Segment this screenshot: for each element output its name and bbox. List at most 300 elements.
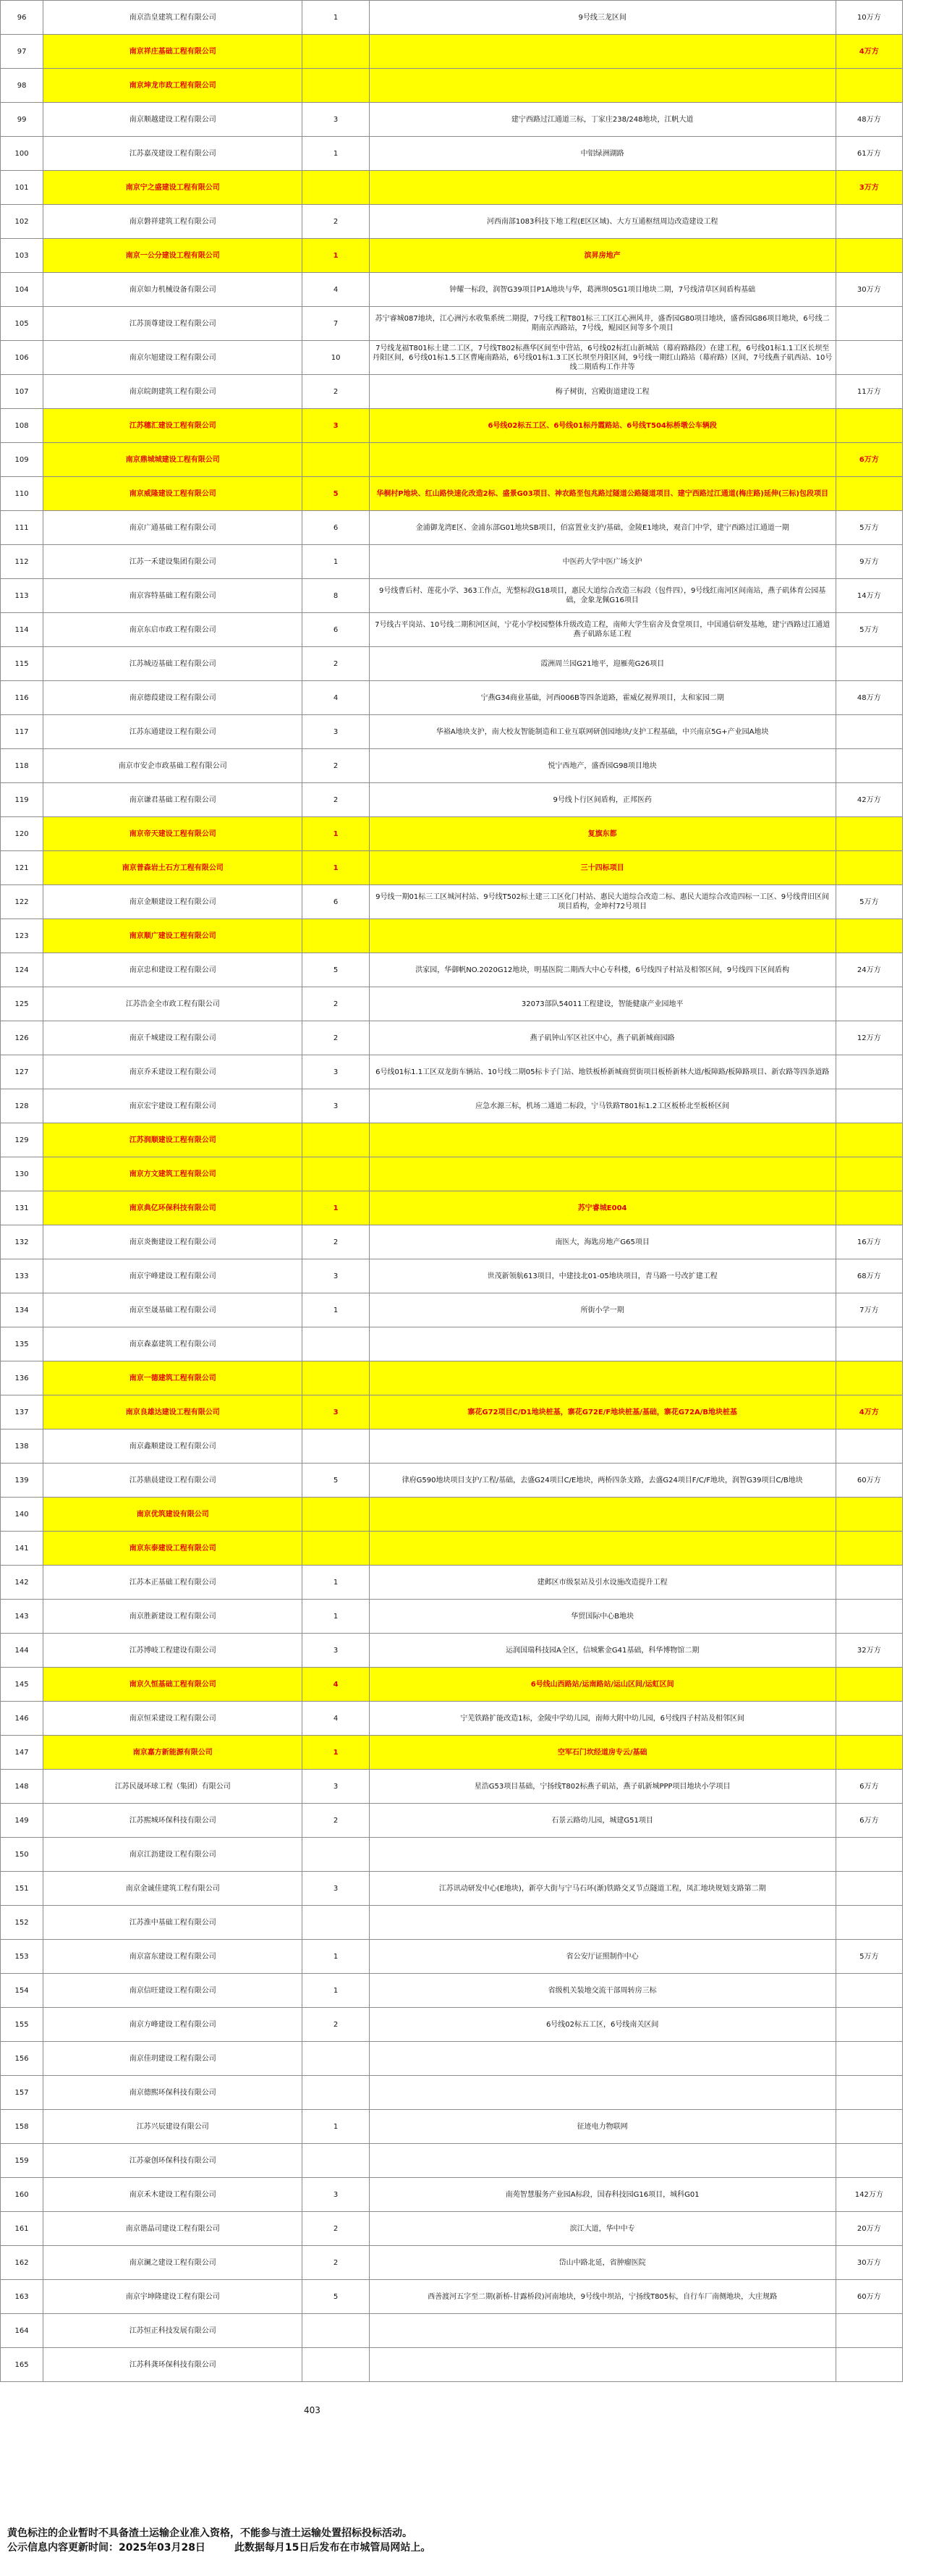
earth-volume [836,715,902,749]
project-count: 3 [302,1634,369,1668]
table-row [1,681,903,715]
company-name: 南京浩皇建筑工程有限公司 [43,1,302,35]
company-name: 南京东启市政工程有限公司 [43,613,302,647]
earth-volume [836,1668,902,1702]
earth-volume [836,1089,902,1123]
table-row [1,749,903,783]
company-name: 南京乔禾建设工程有限公司 [43,1055,302,1089]
project-count [302,1123,369,1157]
project-count: 2 [302,987,369,1021]
row-index: 149 [1,1804,43,1838]
table-row [1,2246,903,2280]
project-count: 1 [302,1566,369,1600]
table-row [1,2008,903,2042]
row-index: 107 [1,375,43,409]
company-name: 南京磐祥建筑工程有限公司 [43,205,302,239]
project-count: 5 [302,953,369,987]
table-row [1,307,903,341]
row-index: 135 [1,1327,43,1361]
company-name: 南京一德建筑工程有限公司 [43,1361,302,1395]
row-index: 105 [1,307,43,341]
project-count: 2 [302,647,369,681]
row-index: 146 [1,1702,43,1736]
company-name: 南京帝天建设工程有限公司 [43,817,302,851]
company-name: 南京金顺建设工程有限公司 [43,885,302,919]
project-list: 洪家园，华御帆NO.2020G12地块，明基医院二期西大中心专科楼，6号线四子村站及相邻区间，9号线四下区间盾构 [369,953,836,987]
row-index: 137 [1,1395,43,1430]
table-row [1,205,903,239]
company-name: 南京富东建设工程有限公司 [43,1940,302,1974]
table-row [1,2212,903,2246]
project-list: 7号线古平岗站、10号线二期积河区间，宁花小学校园整体升级改造工程，南师大学生宿舍及食堂项目，中国通信研发基地，建宁西路过江通道燕子矶路东延工程 [369,613,836,647]
project-count: 5 [302,477,369,511]
footer-update-line [7,2541,919,2555]
company-name: 南京市安企市政基础工程有限公司 [43,749,302,783]
project-count: 1 [302,1940,369,1974]
company-name: 南京方文建筑工程有限公司 [43,1157,302,1191]
earth-volume [836,2110,902,2144]
earth-volume: 30万方 [836,273,902,307]
earth-volume: 61万方 [836,137,902,171]
table-row [1,1634,903,1668]
company-name: 江苏城迈基础工程有限公司 [43,647,302,681]
project-count: 5 [302,2280,369,2314]
project-list: 6号线山西路站/运南路站/运山区间/运虹区间 [369,1668,836,1702]
row-index: 122 [1,885,43,919]
company-name: 南京良雄达建设工程有限公司 [43,1395,302,1430]
project-list: 星浩G53项目基础，宁扬线T802标燕子矶站，燕子矶新城PPP项目地块小学项目 [369,1770,836,1804]
footer-note: 黄色标注的企业暂时不具备渣土运输企业准入资格，不能参与渣土运输处置招标投标活动。 [7,2528,412,2539]
row-index: 129 [1,1123,43,1157]
project-count [302,171,369,205]
project-list: 省公安厅证照制作中心 [369,1940,836,1974]
company-name: 江苏豪创环保科技有限公司 [43,2144,302,2178]
row-index: 140 [1,1498,43,1532]
project-list: 世茂新领航613项目，中建技北01-05地块项目，青马路一号改扩建工程 [369,1259,836,1293]
project-list: 岱山中路北延，省肿瘤医院 [369,2246,836,2280]
row-index: 127 [1,1055,43,1089]
project-count [302,1157,369,1191]
project-count [302,35,369,69]
company-name: 南京德熙环保科技有限公司 [43,2076,302,2110]
project-count: 2 [302,783,369,817]
company-name: 南京久恒基础工程有限公司 [43,1668,302,1702]
project-list: 华贸国际中心B地块 [369,1600,836,1634]
project-list: 霞洲周兰园G21地平，迎雁苑G26项目 [369,647,836,681]
company-name: 江苏科龚环保科技有限公司 [43,2348,302,2382]
project-list: 河西南部1083科技下地工程(E区区域)、大方互通枢纽周边改造建设工程 [369,205,836,239]
project-list: 江苏讯动研发中心(E地块)，新亭大街与宁马石环(渐)铁路交叉节点隧道工程，凤汇地块规划支路第二期 [369,1872,836,1906]
project-list [369,2144,836,2178]
project-list: 建宁西路过江通道三标，丁家庄238/248地块，江帆大道 [369,103,836,137]
row-index: 117 [1,715,43,749]
project-count: 3 [302,1055,369,1089]
company-name: 南京金诚佳建筑工程有限公司 [43,1872,302,1906]
company-name: 南京炎衡建设工程有限公司 [43,1225,302,1259]
company-name: 南京容特基础工程有限公司 [43,579,302,613]
row-index: 116 [1,681,43,715]
earth-volume: 60万方 [836,1464,902,1498]
table-row [1,1770,903,1804]
project-count: 2 [302,749,369,783]
project-count [302,69,369,103]
earth-volume: 16万方 [836,1225,902,1259]
table-row [1,409,903,443]
company-name: 江苏熙城环保科技有限公司 [43,1804,302,1838]
table-row [1,2348,903,2382]
company-name: 江苏兴辰建设有限公司 [43,2110,302,2144]
table-row [1,987,903,1021]
table-row [1,1872,903,1906]
earth-volume [836,341,902,375]
company-name: 南京江沥建设工程有限公司 [43,1838,302,1872]
company-name: 江苏民晟环球工程（集团）有限公司 [43,1770,302,1804]
earth-volume: 142万方 [836,2178,902,2212]
company-name: 南京顺越建设工程有限公司 [43,103,302,137]
project-count: 1 [302,239,369,273]
row-index: 102 [1,205,43,239]
company-table-body [1,1,903,2382]
row-index: 154 [1,1974,43,2008]
row-index: 97 [1,35,43,69]
project-count: 1 [302,1736,369,1770]
project-list [369,69,836,103]
table-row [1,1736,903,1770]
company-name: 南京千城建设工程有限公司 [43,1021,302,1055]
table-row [1,2280,903,2314]
company-name: 南京鑫顺建设工程有限公司 [43,1430,302,1464]
table-row [1,1021,903,1055]
earth-volume [836,1361,902,1395]
project-count [302,1327,369,1361]
row-index: 109 [1,443,43,477]
row-index: 131 [1,1191,43,1225]
earth-volume [836,1191,902,1225]
project-list [369,2314,836,2348]
row-index: 133 [1,1259,43,1293]
company-name: 南京优筑建设有限公司 [43,1498,302,1532]
earth-volume [836,1498,902,1532]
row-index: 156 [1,2042,43,2076]
earth-volume: 10万方 [836,1,902,35]
earth-volume: 6万方 [836,443,902,477]
project-count: 4 [302,1702,369,1736]
row-index: 111 [1,511,43,545]
table-row [1,2110,903,2144]
project-list: 9号线卜行区间盾构，正邦医药 [369,783,836,817]
earth-volume [836,205,902,239]
earth-volume: 9万方 [836,545,902,579]
company-name: 南京禾木建设工程有限公司 [43,2178,302,2212]
footer-updated: 公示信息内容更新时间：2025年03月28日 [7,2542,205,2554]
company-name: 南京森嘉建筑工程有限公司 [43,1327,302,1361]
company-name: 南京恒采建设工程有限公司 [43,1702,302,1736]
table-row [1,1259,903,1293]
row-index: 121 [1,851,43,885]
project-list: 滨江大道，华中中专 [369,2212,836,2246]
row-index: 104 [1,273,43,307]
company-name: 南京至晟基础工程有限公司 [43,1293,302,1327]
row-index: 110 [1,477,43,511]
table-row [1,1,903,35]
project-list: 金浦御龙湾E区、金浦东部G01地块SB项目，佰富置业支护/基础，金陵E1地块，观音门中学，建宁西路过江通道一期 [369,511,836,545]
row-index: 115 [1,647,43,681]
total-value: 403 [304,2405,320,2415]
earth-volume [836,1157,902,1191]
table-row [1,1804,903,1838]
company-name: 江苏本正基础工程有限公司 [43,1566,302,1600]
project-list [369,171,836,205]
row-index: 99 [1,103,43,137]
table-row [1,341,903,375]
earth-volume [836,2144,902,2178]
earth-volume: 14万方 [836,579,902,613]
project-list: 建邺区市级泵站及引水设施改造提升工程 [369,1566,836,1600]
project-list [369,443,836,477]
row-index: 103 [1,239,43,273]
earth-volume [836,1430,902,1464]
table-row [1,2178,903,2212]
project-count: 2 [302,2246,369,2280]
company-name: 南京坤龙市政工程有限公司 [43,69,302,103]
row-index: 151 [1,1872,43,1906]
company-name: 南京威隆建设工程有限公司 [43,477,302,511]
project-list: 华桐村P地块、红山路快速化改造2标、盛景G03项目、神农路至包兆路过隧道公路隧道项目、建宁西路过江通道(梅庄路)延伸(三标)包段项目 [369,477,836,511]
table-row [1,1395,903,1430]
project-count [302,1532,369,1566]
company-name: 南京尔旭建设工程有限公司 [43,341,302,375]
earth-volume: 7万方 [836,1293,902,1327]
project-count: 6 [302,511,369,545]
company-name: 江苏恒正科技发展有限公司 [43,2314,302,2348]
project-count: 1 [302,1,369,35]
company-name: 南京方峰建设工程有限公司 [43,2008,302,2042]
table-row [1,69,903,103]
project-count [302,2348,369,2382]
company-name: 江苏淮中基础工程有限公司 [43,1906,302,1940]
project-count [302,919,369,953]
earth-volume [836,1974,902,2008]
project-count: 3 [302,2178,369,2212]
table-row [1,1532,903,1566]
project-count: 2 [302,375,369,409]
project-count: 2 [302,205,369,239]
table-row [1,2042,903,2076]
company-name: 江苏穗汇建设工程有限公司 [43,409,302,443]
table-row [1,1464,903,1498]
row-index: 142 [1,1566,43,1600]
company-name: 江苏鼎晨建设工程有限公司 [43,1464,302,1498]
company-name: 南京顺广建设工程有限公司 [43,919,302,953]
company-name: 南京如力机械设备有限公司 [43,273,302,307]
company-name: 南京信旺建设工程有限公司 [43,1974,302,2008]
table-row [1,953,903,987]
earth-volume: 4万方 [836,1395,902,1430]
table-row [1,1361,903,1395]
table-row [1,511,903,545]
project-list: 征迹电力物联网 [369,2110,836,2144]
earth-volume [836,1702,902,1736]
project-count: 1 [302,1191,369,1225]
earth-volume [836,749,902,783]
project-count: 6 [302,613,369,647]
project-list: 应急水源三标，机场二通道二标段，宁马铁路T801标1.2工区板桥北至板桥区间 [369,1089,836,1123]
row-index: 114 [1,613,43,647]
earth-volume: 20万方 [836,2212,902,2246]
company-name: 南京澜之建设工程有限公司 [43,2246,302,2280]
company-name: 南京宁之盛建设工程有限公司 [43,171,302,205]
row-index: 113 [1,579,43,613]
table-row [1,375,903,409]
table-row [1,1600,903,1634]
company-name: 南京佳玥建设工程有限公司 [43,2042,302,2076]
company-name: 江苏润顺建设工程有限公司 [43,1123,302,1157]
table-row [1,2314,903,2348]
project-list: 西善渡河五字至二期(新桥-甘露桥段)河南地块，9号线中坝站，宁扬线T805标，自行车厂南侧地块，大庄规路 [369,2280,836,2314]
project-list [369,1838,836,1872]
project-list [369,1906,836,1940]
project-list: 三十四标项目 [369,851,836,885]
row-index: 164 [1,2314,43,2348]
project-count: 3 [302,1259,369,1293]
row-index: 157 [1,2076,43,2110]
project-list [369,919,836,953]
earth-volume [836,2008,902,2042]
earth-volume: 48万方 [836,103,902,137]
table-row [1,919,903,953]
table-row [1,715,903,749]
earth-volume [836,647,902,681]
project-list: 复旗东都 [369,817,836,851]
project-count: 2 [302,1225,369,1259]
project-count: 1 [302,851,369,885]
total-row [0,2392,903,2428]
project-count: 1 [302,817,369,851]
project-count: 1 [302,137,369,171]
company-name: 南京鼎城城建设工程有限公司 [43,443,302,477]
project-count [302,2076,369,2110]
earth-volume [836,409,902,443]
project-list: 钟耀一标段，润智G39项目P1A地块与华，葛洲坝05G1项目地块二期，7号线清草区间盾构基础 [369,273,836,307]
earth-volume: 5万方 [836,885,902,919]
row-index: 144 [1,1634,43,1668]
table-row [1,35,903,69]
table-row [1,239,903,273]
table-row [1,2144,903,2178]
project-count: 2 [302,1804,369,1838]
project-list [369,2076,836,2110]
earth-volume [836,307,902,341]
table-row [1,2076,903,2110]
project-list: 7号线龙福T801标土建二工区，7号线T802标燕华区间至中营站，6号线02标红山新城站（幕府路路段）在建工程，6号线01标1.1工区长坝至丹阳区间，6号线01标1.5工区曹庵南路站，6号线01标1.3工区长坝至丹阳区间，9号线一期红山路站（幕府路）区间，7号线燕子矶西站、10号线二期盾构工作井等 [369,341,836,375]
table-row [1,273,903,307]
table-row [1,1940,903,1974]
company-name: 南京德葭建设工程有限公司 [43,681,302,715]
earth-volume [836,1872,902,1906]
project-list [369,2348,836,2382]
project-count [302,1906,369,1940]
company-name: 南京东泰建设工程有限公司 [43,1532,302,1566]
earth-volume: 30万方 [836,2246,902,2280]
footer-publish: 此数据每月15日后发布在市城管局网站上。 [234,2542,431,2554]
table-row [1,817,903,851]
row-index: 148 [1,1770,43,1804]
row-index: 120 [1,817,43,851]
earth-volume [836,1123,902,1157]
project-list [369,1361,836,1395]
row-index: 96 [1,1,43,35]
company-name: 江苏顶尊建设工程有限公司 [43,307,302,341]
project-count: 7 [302,307,369,341]
row-index: 112 [1,545,43,579]
project-count: 3 [302,409,369,443]
row-index: 160 [1,2178,43,2212]
table-row [1,171,903,205]
table-row [1,1157,903,1191]
earth-volume: 5万方 [836,511,902,545]
project-list [369,1157,836,1191]
table-row [1,613,903,647]
project-list [369,35,836,69]
project-count: 1 [302,545,369,579]
table-row [1,579,903,613]
project-list: 中铝绿洲湖路 [369,137,836,171]
project-count: 8 [302,579,369,613]
project-count: 3 [302,1395,369,1430]
earth-volume [836,1600,902,1634]
table-row [1,443,903,477]
project-list: 6号线01标1.1工区双龙街车辆站、10号线二期05标卡子门站、地铁板桥新城商贸街项目板桥新林大道/板障路/板障路项目、新农路等四条道路 [369,1055,836,1089]
earth-volume: 5万方 [836,613,902,647]
earth-volume: 32万方 [836,1634,902,1668]
table-row [1,1089,903,1123]
earth-volume: 6万方 [836,1770,902,1804]
project-list: 空军石门坎经道房专云/基础 [369,1736,836,1770]
project-count: 3 [302,715,369,749]
project-list: 宁燕G34商业基础，河西006B等四条道路，霍威亿视界项目，太和家园二期 [369,681,836,715]
row-index: 147 [1,1736,43,1770]
table-row [1,103,903,137]
project-count: 1 [302,1600,369,1634]
table-row [1,885,903,919]
row-index: 101 [1,171,43,205]
company-name: 南京宇坤隆建设工程有限公司 [43,2280,302,2314]
table-row [1,1974,903,2008]
project-list: 石景云路幼儿园，城建G51项目 [369,1804,836,1838]
project-list: 32073部队54011工程建设，智能健康产业园地平 [369,987,836,1021]
table-row [1,783,903,817]
project-count: 10 [302,341,369,375]
row-index: 139 [1,1464,43,1498]
project-list: 寨花G72项目C/D1地块桩基，寨花G72E/F地块桩基/基础，寨花G72A/B地块桩基 [369,1395,836,1430]
row-index: 159 [1,2144,43,2178]
project-list: 9号线三龙区间 [369,1,836,35]
company-name: 南京普森岩土石方工程有限公司 [43,851,302,885]
row-index: 163 [1,2280,43,2314]
project-count [302,2144,369,2178]
earth-volume [836,987,902,1021]
table-row [1,1498,903,1532]
project-list: 9号线一期01标三工区城河村站、9号线T502标土建三工区化门村站、惠民大道综合改造二标、惠民大道综合改造四标一工区、9号线背旧区间项目盾构，金坤村72号项目 [369,885,836,919]
project-count [302,2042,369,2076]
project-list: 苏宁睿城E004 [369,1191,836,1225]
project-list: 宁芜铁路扩能改造1标，金陵中学幼儿园，南师大附中幼儿园，6号线四子村站及相邻区间 [369,1702,836,1736]
earth-volume: 3万方 [836,171,902,205]
row-index: 165 [1,2348,43,2382]
table-row [1,1668,903,1702]
project-count [302,2314,369,2348]
earth-volume [836,2042,902,2076]
